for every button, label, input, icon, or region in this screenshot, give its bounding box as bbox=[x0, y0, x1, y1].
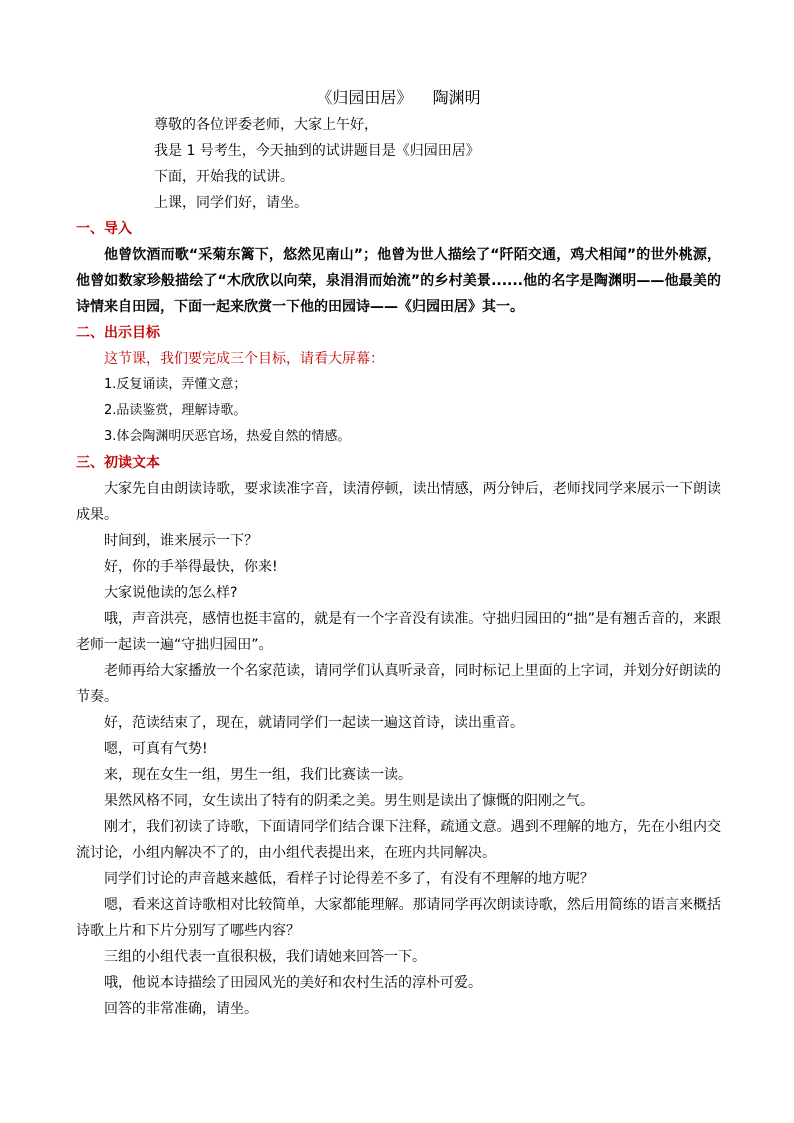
goals-lead: 这节课，我们要完成三个目标，请看大屏幕： bbox=[104, 351, 384, 367]
greeting-block bbox=[76, 112, 721, 216]
document-page bbox=[76, 84, 721, 1022]
reading-body bbox=[76, 476, 721, 1022]
reading-paragraph: 好，你的手举得最快，你来! bbox=[104, 559, 278, 575]
reading-paragraph: 来，现在女生一组，男生一组，我们比赛读一读。 bbox=[104, 767, 412, 783]
greeting-line: 上课，同学们好，请坐。 bbox=[154, 195, 308, 211]
reading-paragraph: 老师再给大家播放一个名家范读，请同学们认真听录音，同时标记上里面的上字词，并划分好朗读的节奏。 bbox=[76, 663, 721, 705]
section-heading-goals: 二、出示目标 bbox=[76, 325, 160, 341]
section-heading-reading: 三、初读文本 bbox=[76, 455, 160, 471]
section-heading-intro: 一、导入 bbox=[76, 221, 132, 237]
intro-paragraph: 他曾饮酒而歌“采菊东篱下，悠然见南山”；他曾为世人描绘了“阡陌交通，鸡犬相闻”的世外桃源，他曾如数家珍般描绘了“木欣欣以向荣，泉涓涓而始流”的乡村美景......他的名字是陶渊明——他最美的诗情来自田园，下面一起来欣赏一下他的田园诗——《归园田居》其一。 bbox=[76, 247, 721, 315]
goal-item: 1.反复诵读，弄懂文意； bbox=[104, 377, 247, 392]
reading-paragraph: 嗯，可真有气势! bbox=[104, 741, 208, 757]
reading-paragraph: 果然风格不同，女生读出了特有的阴柔之美。男生则是读出了慷慨的阳刚之气。 bbox=[104, 793, 594, 809]
reading-paragraph: 大家先自由朗读诗歌，要求读准字音，读清停顿，读出情感，两分钟后，老师找同学来展示一下朗读成果。 bbox=[76, 481, 721, 523]
reading-paragraph: 哦，声音洪亮，感情也挺丰富的，就是有一个字音没有读准。守拙归园田的“拙”是有翘舌音的，来跟老师一起读一遍“守拙归园田”。 bbox=[76, 611, 721, 653]
reading-paragraph: 好，范读结束了，现在，就请同学们一起读一遍这首诗，读出重音。 bbox=[104, 715, 524, 731]
reading-paragraph: 三组的小组代表一直很积极，我们请她来回答一下。 bbox=[104, 949, 426, 965]
goal-item: 2.品读鉴赏，理解诗歌。 bbox=[104, 403, 247, 418]
reading-paragraph: 哦，他说本诗描绘了田园风光的美好和农村生活的淳朴可爱。 bbox=[104, 975, 482, 991]
greeting-line: 尊敬的各位评委老师，大家上午好， bbox=[154, 117, 378, 133]
reading-paragraph: 刚才，我们初读了诗歌，下面请同学们结合课下注释，疏通文意。遇到不理解的地方，先在小组内交流讨论，小组内解决不了的，由小组代表提出来，在班内共同解决。 bbox=[76, 819, 721, 861]
reading-paragraph: 嗯，看来这首诗歌相对比较简单，大家都能理解。那请同学再次朗读诗歌，然后用简练的语言来概括诗歌上片和下片分别写了哪些内容？ bbox=[76, 897, 721, 939]
greeting-line: 下面，开始我的试讲。 bbox=[154, 169, 294, 185]
reading-paragraph: 大家说他读的怎么样? bbox=[104, 585, 238, 601]
reading-paragraph: 同学们讨论的声音越来越低，看样子讨论得差不多了，有没有不理解的地方呢？ bbox=[104, 871, 594, 887]
reading-paragraph: 回答的非常准确，请坐。 bbox=[104, 1001, 258, 1017]
document-title: 《归园田居》 陶渊明 bbox=[316, 88, 481, 107]
goal-item: 3.体会陶渊明厌恶官场，热爱自然的情感。 bbox=[104, 429, 351, 444]
greeting-line: 我是 1 号考生，今天抽到的试讲题目是《归园田居》 bbox=[154, 143, 480, 159]
reading-paragraph: 时间到，谁来展示一下？ bbox=[104, 533, 258, 549]
